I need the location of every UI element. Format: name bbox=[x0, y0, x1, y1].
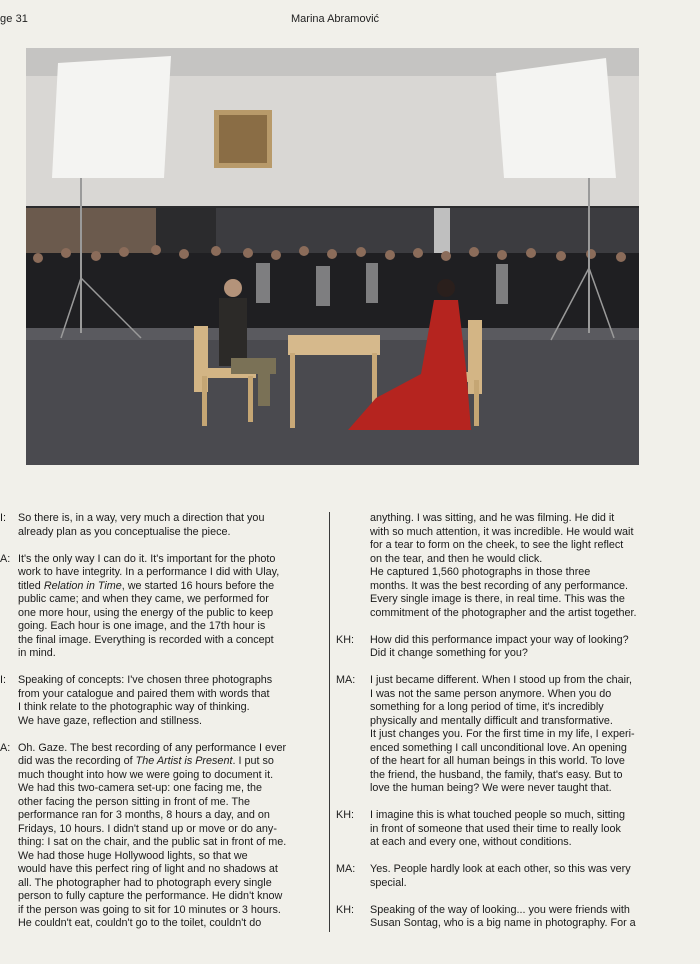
speaker-label: MA: bbox=[336, 863, 356, 875]
entry-text: Yes. People hardly look at each other, so this was very special. bbox=[370, 863, 631, 889]
entry-text: Speaking of concepts: I've chosen three photographs from your catalogue and paired them with words that I think relate to the photographic way of thinking. We have gaze, reflection and stillness. bbox=[18, 674, 273, 727]
speaker-label: KH: bbox=[336, 809, 354, 821]
speaker-label: KH: bbox=[336, 633, 354, 646]
running-header-title: Marina Abramović bbox=[291, 13, 380, 25]
column-divider bbox=[329, 512, 330, 932]
interview-entry bbox=[336, 634, 676, 661]
speaker-label: I: bbox=[0, 674, 6, 686]
entry-text: I just became different. When I stood up from the chair, I was not the same person anymore. When you do something for a long period of time, it's incredibly physically and mentally difficult and transformative. It just changes you. For the first time in my life, I experi- enced something I call unconditional love. An opening of the heart for all human beings in this world. To love the friend, the husband, the family, that's easy. But to love the human being? We were never taught that. bbox=[370, 674, 635, 794]
speaker-label: KH: bbox=[336, 903, 354, 916]
interview-entry bbox=[0, 512, 325, 539]
photo-illustration bbox=[26, 48, 639, 465]
interview-entry bbox=[0, 553, 325, 661]
performance-photo bbox=[26, 48, 639, 465]
entry-text: It's the only way I can do it. It's important for the photo work to have integrity. In a performance I did with Ulay, titled Relation in Time, we started 16 hours before the public came; and when they came, we performed for one more hour, using the energy of the public to keep going. Each hour is one image, and the 17th hour is the final image. Everything is recorded with a concept in mind. bbox=[18, 552, 280, 659]
interview-entry bbox=[336, 809, 676, 850]
entry-text: I imagine this is what touched people so much, sitting in front of someone that used their time to really look at each and every one, without conditions. bbox=[370, 809, 626, 848]
entry-text: Oh. Gaze. The best recording of any performance I ever did was the recording of The Artist is Present. I put so much thought into how we were going to document it. We had this two-camera set-up: one facing me, the other facing the person sitting in front of me. The performance ran for 3 months, 8 hours a day, and on Fridays, 10 hours. I didn't stand up or move or do any- thing: I sat on the chair, and the public sat in front of me. We had those huge Hollywood lights, so that we would have this perfect ring of light and no shadows at all. The photographer had to photograph every single person to fully capture the performance. He didn't know if the person was going to sit for 10 minutes or 3 hours. He couldn't eat, couldn't go to the toilet, couldn't do bbox=[18, 741, 287, 929]
interview-entry bbox=[336, 674, 676, 796]
entry-text: How did this performance impact your way of looking? Did it change something for you? bbox=[370, 633, 629, 659]
interview-entry bbox=[0, 742, 325, 931]
interview-entry bbox=[0, 674, 325, 728]
artwork-title: The Artist is Present bbox=[135, 755, 233, 767]
entry-text: anything. I was sitting, and he was filming. He did it with so much attention, it was incredible. He would wait for a tear to form on the cheek, to see the light reflect on the tear, and then he would click. He captured 1,560 photographs in those three months. It was the best recording of any performance. Every single image is there, in real time. This was the commitment of the photographer and the artist together. bbox=[370, 512, 637, 619]
entry-text: So there is, in a way, very much a direction that you already plan as you conceptualise the piece. bbox=[18, 512, 265, 538]
interview-column-left bbox=[0, 512, 325, 931]
interview-entry bbox=[336, 512, 676, 620]
speaker-label: MA: bbox=[336, 674, 356, 686]
interview-column-right bbox=[336, 512, 676, 931]
speaker-label: A: bbox=[0, 741, 11, 754]
entry-text: Speaking of the way of looking... you were friends with Susan Sontag, who is a big name in photography. For a bbox=[370, 903, 636, 929]
interview-entry bbox=[336, 904, 676, 931]
artwork-title: Relation in Time bbox=[43, 579, 122, 592]
speaker-label bbox=[336, 512, 370, 620]
interview-entry bbox=[336, 863, 676, 890]
speaker-label: A: bbox=[0, 552, 11, 565]
speaker-label: I: bbox=[0, 512, 6, 524]
page-number: ge 31 bbox=[0, 13, 29, 25]
